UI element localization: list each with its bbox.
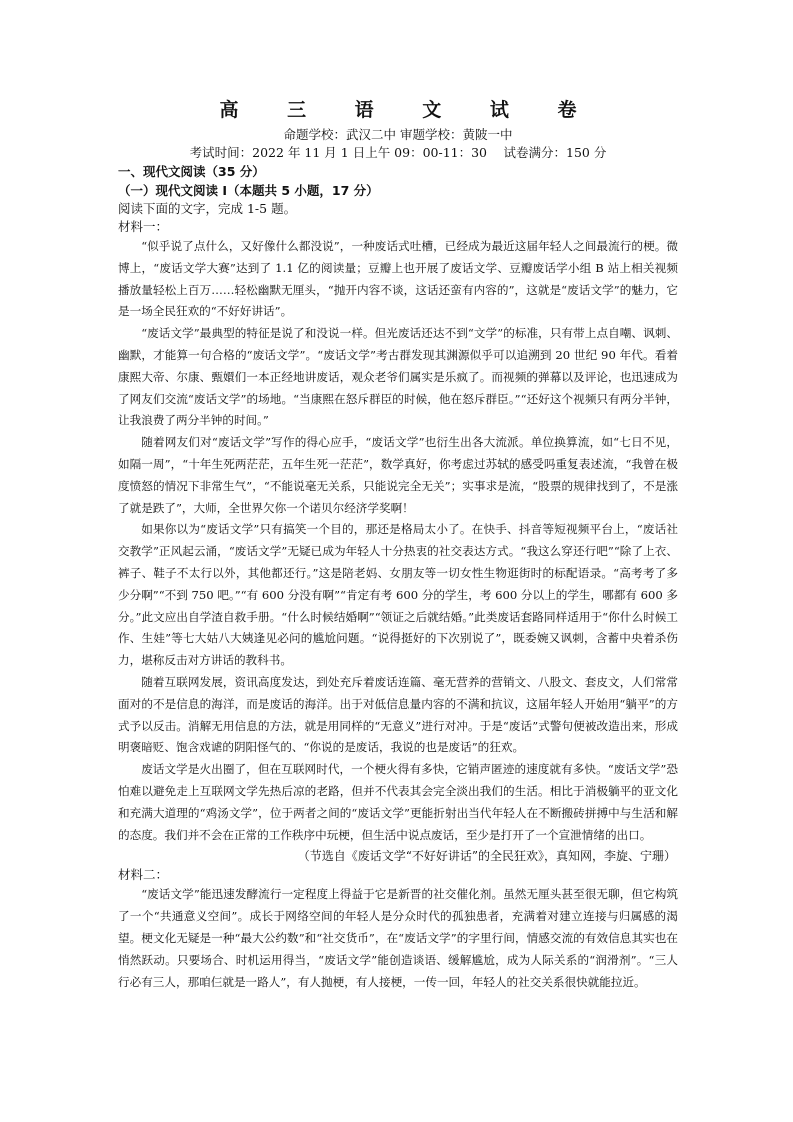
section-heading: 一、现代文阅读（35 分） — [118, 164, 265, 179]
exam-schools: 命题学校：武汉二中 审题学校：黄陂一中 — [283, 127, 513, 142]
exam-info: 考试时间：2022 年 11 月 1 日上午 09：00-11：30 试卷满分：150 分 — [189, 145, 607, 160]
material2-paragraph-1: “废话文学”能迅速发酵流行一定程度上得益于它是新晋的社交催化剂。虽然无厘头甚至很无聊，但它构筑了一个“共通意义空间”。成长于网络空间的年轻人是分众时代的孤独患者，充满着对建立连接与归属感的渴望。梗文化无疑是一种“最大公约数”和“社交货币”，在“废话文学”的字里行间，情感交流的有效信息其实也在悄然跃动。只要场合、时机运用得当，“废话文学”能创造谈语、缓解尴尬，成为人际关系的“润滑剂”。“三人行必有三人，那咱仨就是一路人”，有人抛梗，有人接梗，一传一回，年轻人的社交关系很快就能拉近。 — [118, 887, 678, 989]
exam-title: 高 三 语 文 试 卷 — [219, 99, 598, 121]
reading-instruction: 阅读下面的文字，完成 1-5 题。 — [118, 201, 297, 216]
material1-paragraph-3: 随着网友们对“废话文学”写作的得心应手，“废话文学”也衍生出各大流派。单位换算流，如“七日不见，如隔一周”，“十年生死两茫茫，五年生死一茫茫”，数学真好，你考虑过苏轼的感受吗重复表述流，“我曾在极度愤怒的情况下非常生气”，“不能说毫无关系，只能说完全无关”；实事求是流，“股票的规律找到了，不是涨了就是跌了”，大师，全世界欠你一个诺贝尔经济学奖啊！ — [118, 435, 678, 515]
section-subheading: （一）现代文阅读 I（本题共 5 小题，17 分） — [118, 183, 379, 198]
material1-paragraph-6: 废话文学是火出圈了，但在互联网时代，一个梗火得有多快，它销声匿迹的速度就有多快。“废话文学”恐怕难以避免走上互联网文学先热后凉的老路，但并不代表其会完全淡出我们的生活。相比于消极躺平的亚文化和充满大道理的“鸡汤文学”，位于两者之间的“废话文学”更能折射出当代年轻人在不断搬砖拼搏中与生活和解的态度。我们并不会在正常的工作秩序中玩梗，但生活中说点废话，至少是打开了一个宣泄情绪的出口。 — [118, 762, 678, 842]
material1-paragraph-1: “似乎说了点什么，又好像什么都没说”，一种废话式吐槽，已经成为最近这届年轻人之间最流行的梗。微博上，“废话文学大赛”达到了 1.1 亿的阅读量；豆瓣上也开展了废话文学、豆瓣废话学小组 B 站上相关视频播放量轻松上百万……轻松幽默无厘头，“抛开内容不谈，这话还蛮有内容的”，这就是“废话文学”的魅力，它是一场全民狂欢的“不好好讲话”。 — [118, 239, 678, 319]
material1-label: 材料一： — [118, 219, 169, 234]
page-content — [118, 98, 678, 993]
material1-paragraph-2: “废话文学”最典型的特征是说了和没说一样。但光废话还达不到“文学”的标准，只有带上点自嘲、讽刺、幽默，才能算一句合格的“废话文学”。“废话文学”考古群发现其渊源似乎可以追溯到 20 世纪 90 年代。看着康熙大帝、尔康、甄嬛们一本正经地讲废话，观众老爷们属实是乐疯了。而视频的弹幕以及评论，也迅速成为了网友们交流“废话文学”的场地。“当康熙在怒斥群臣的时候，他在怒斥群臣。”“还好这个视频只有两分半钟，让我浪费了两分半钟的时间。” — [118, 326, 678, 428]
material2-label: 材料二： — [118, 867, 169, 883]
material1-paragraph-4: 如果你以为“废话文学”只有搞笑一个目的，那还是格局太小了。在快手、抖音等短视频平台上，“废话社交教学”正风起云涌，“废话文学”无疑已成为年轻人十分热衷的社交表达方式。“我这么穿还行吧”“除了上衣、裤子、鞋子不太行以外，其他都还行。”这是陪老妈、女朋友等一切女性生物逛街时的标配语录。“高考考了多少分啊”“不到 750 吧。”“有 600 分没有啊”“肯定有考 600 分的学生，考 600 分以上的学生，哪都有 600 多分。”此文应出自学渣自救手册。“什么时候结婚啊”“领证之后就结婚。”此类废话套路同样适用于“你什么时候工作、生娃”等七大姑八大姨逢见必问的尴尬问题。“说得挺好的下次别说了”，既委婉又讽刺，含蓄中央着杀伤力，堪称反击对方讲话的教科书。 — [118, 522, 678, 668]
material1-source: （节选自《废话文学“不好好讲话”的全民狂欢》，真知网，李旋、宁珊） — [297, 849, 676, 864]
material1-paragraph-5: 随着互联网发展，资讯高度发达，到处充斥着废话连篇、毫无营养的营销文、八股文、套皮文，人们常常面对的不是信息的海洋，而是废话的海洋。出于对低信息量内容的不满和抗议，这届年轻人开始用“躺平”的方式予以反击。消解无用信息的方法，就是用同样的“无意义”进行对冲。于是“废话”式警句便被改造出来，形成明褒暗贬、饱含戏谑的阴阳怪气的、“你说的是废话，我说的也是废话”的狂欢。 — [118, 674, 678, 755]
